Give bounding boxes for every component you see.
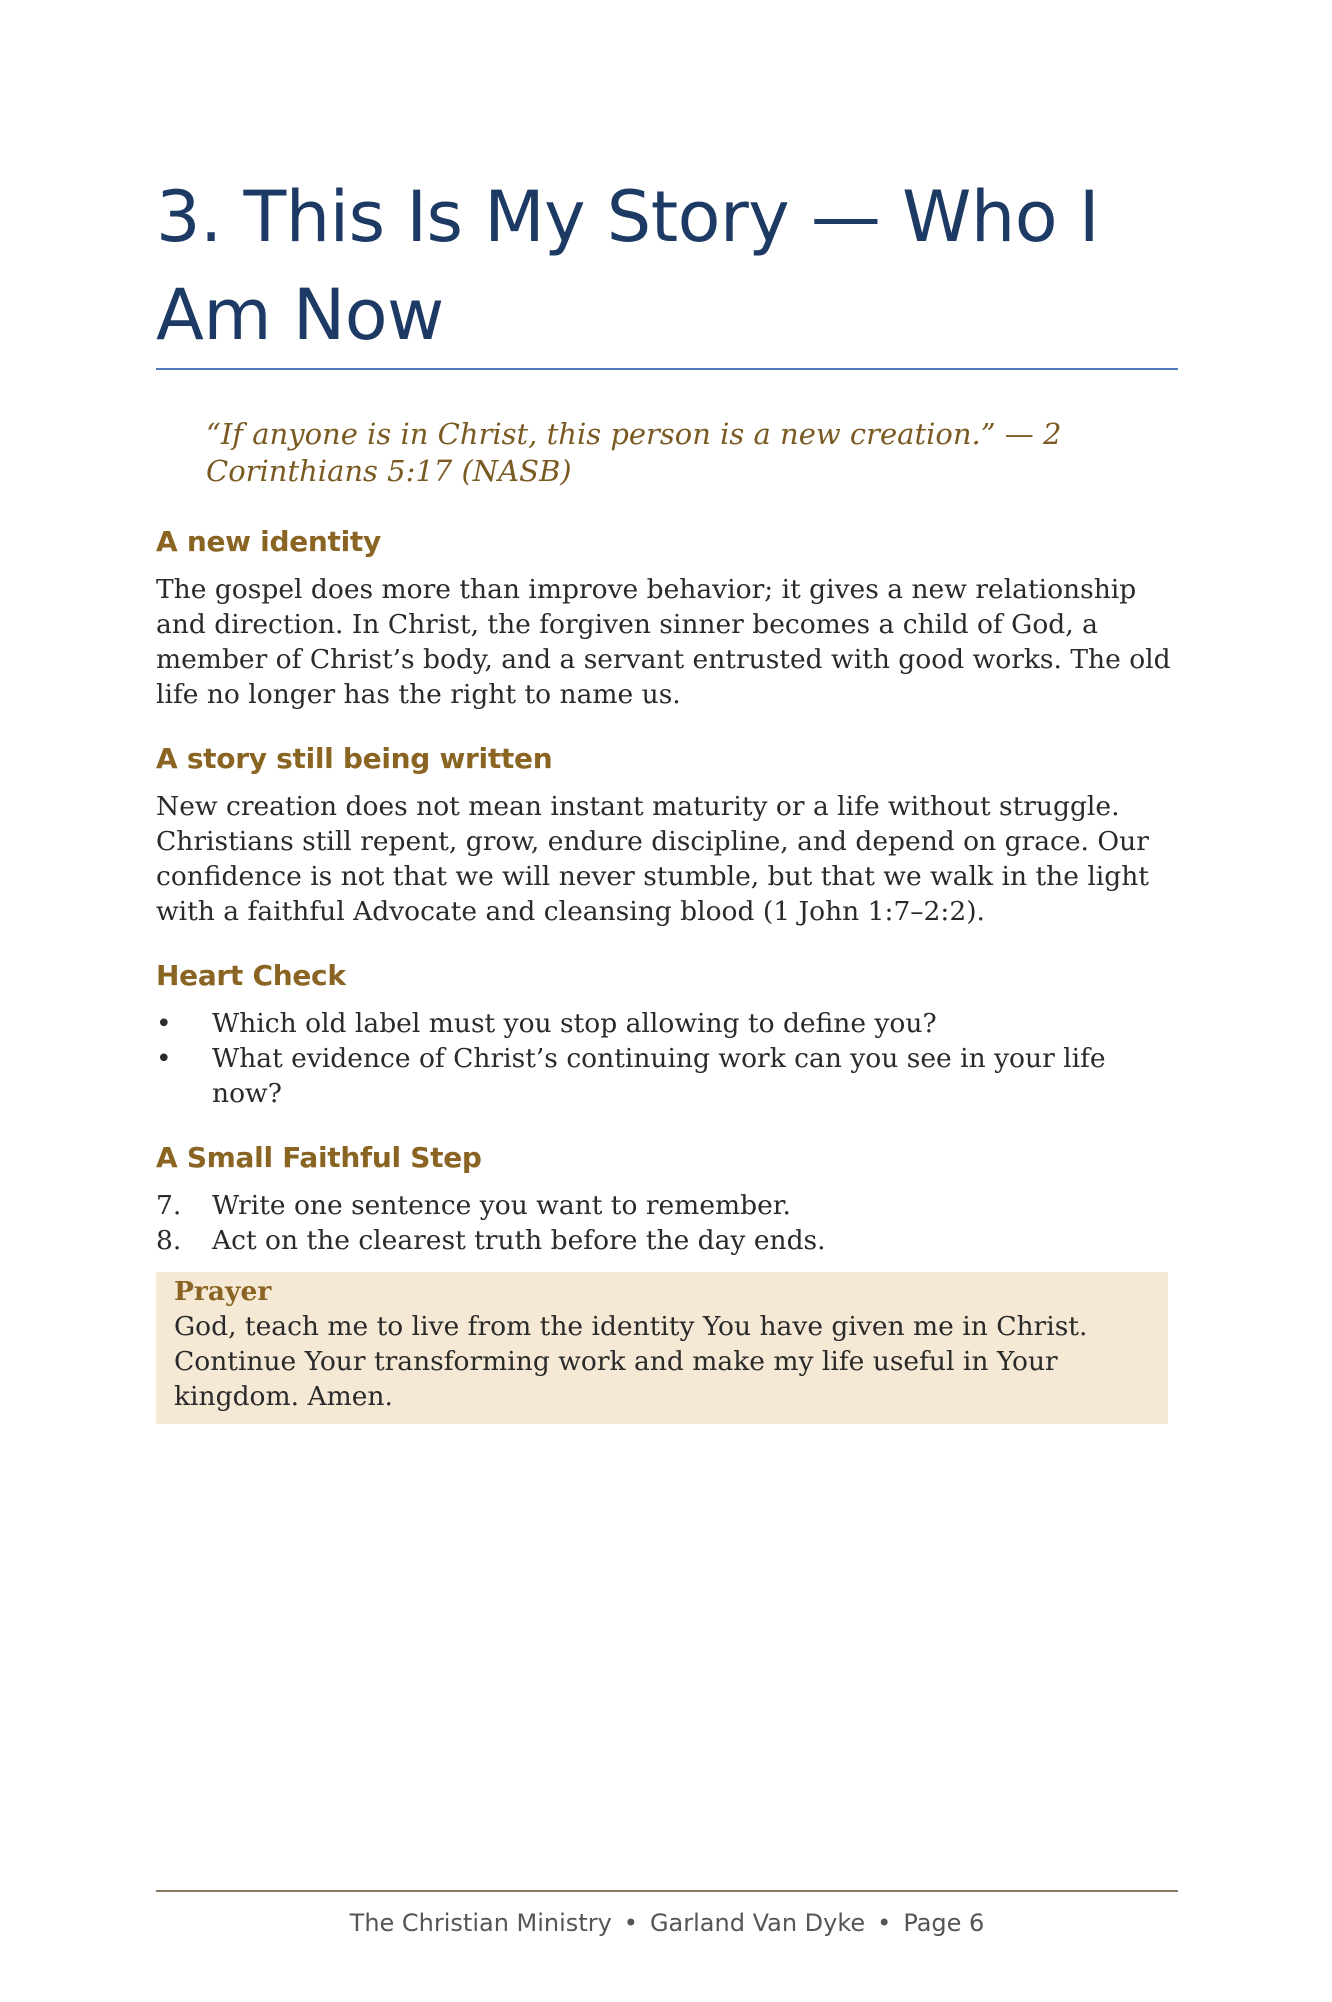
list-item: [156, 1006, 1178, 1041]
bullet-marker: •: [156, 1043, 172, 1074]
footer-page-number: Page 6: [903, 1909, 985, 1937]
list-item: [156, 1041, 1178, 1111]
prayer-body: God, teach me to live from the identity You have given me in Christ. Continue Your transforming work and make my life useful in Your kingdom. Amen.: [174, 1311, 1088, 1412]
epigraph-quote: “If anyone is in Christ, this person is a new creation.” — 2 Corinthians 5:17 (NASB): [206, 417, 1062, 488]
list-item: [156, 1188, 1178, 1223]
section-heading-identity: A new identity: [156, 525, 381, 558]
prayer-heading: Prayer: [174, 1276, 272, 1307]
footer-author: Garland Van Dyke: [649, 1909, 866, 1937]
list-item-text: Act on the clearest truth before the day ends.: [212, 1225, 826, 1256]
chapter-title: 3. This Is My Story — Who I Am Now: [156, 176, 1099, 356]
section-heading-story: A story still being written: [156, 742, 553, 775]
prayer-callout: [156, 1272, 1168, 1424]
heart-check-list: [156, 1006, 1178, 1111]
footer-separator: •: [623, 1909, 638, 1937]
list-item-text: Which old label must you stop allowing to define you?: [212, 1008, 937, 1039]
page-footer: [156, 1907, 1178, 1939]
number-marker: 7.: [156, 1190, 182, 1221]
list-item: [156, 1223, 1178, 1258]
bullet-marker: •: [156, 1008, 172, 1039]
footer-separator: •: [877, 1909, 892, 1937]
title-divider: [156, 368, 1178, 370]
list-item-text: What evidence of Christ’s continuing work can you see in your life now?: [212, 1043, 1106, 1109]
number-marker: 8.: [156, 1225, 182, 1256]
list-item-text: Write one sentence you want to remember.: [212, 1190, 791, 1221]
footer-book-title: The Christian Ministry: [349, 1909, 612, 1937]
section-heading-heart-check: Heart Check: [156, 959, 346, 992]
section-heading-step: A Small Faithful Step: [156, 1141, 482, 1174]
section-body-identity: The gospel does more than improve behavior; it gives a new relationship and direction. In Christ, the forgiven sinner becomes a child of God, a member of Christ’s body, and a servant entrusted with good works. The old life no longer has the right to name us.: [156, 574, 1171, 710]
step-list: [156, 1188, 1178, 1258]
section-body-story: New creation does not mean instant maturity or a life without struggle. Christians still repent, grow, endure discipline, and depend on grace. Our confidence is not that we will never stumble, but that we walk in the light with a faithful Advocate and cleansing blood (1 John 1:7–2:2).: [156, 791, 1149, 927]
footer-divider: [156, 1890, 1178, 1892]
